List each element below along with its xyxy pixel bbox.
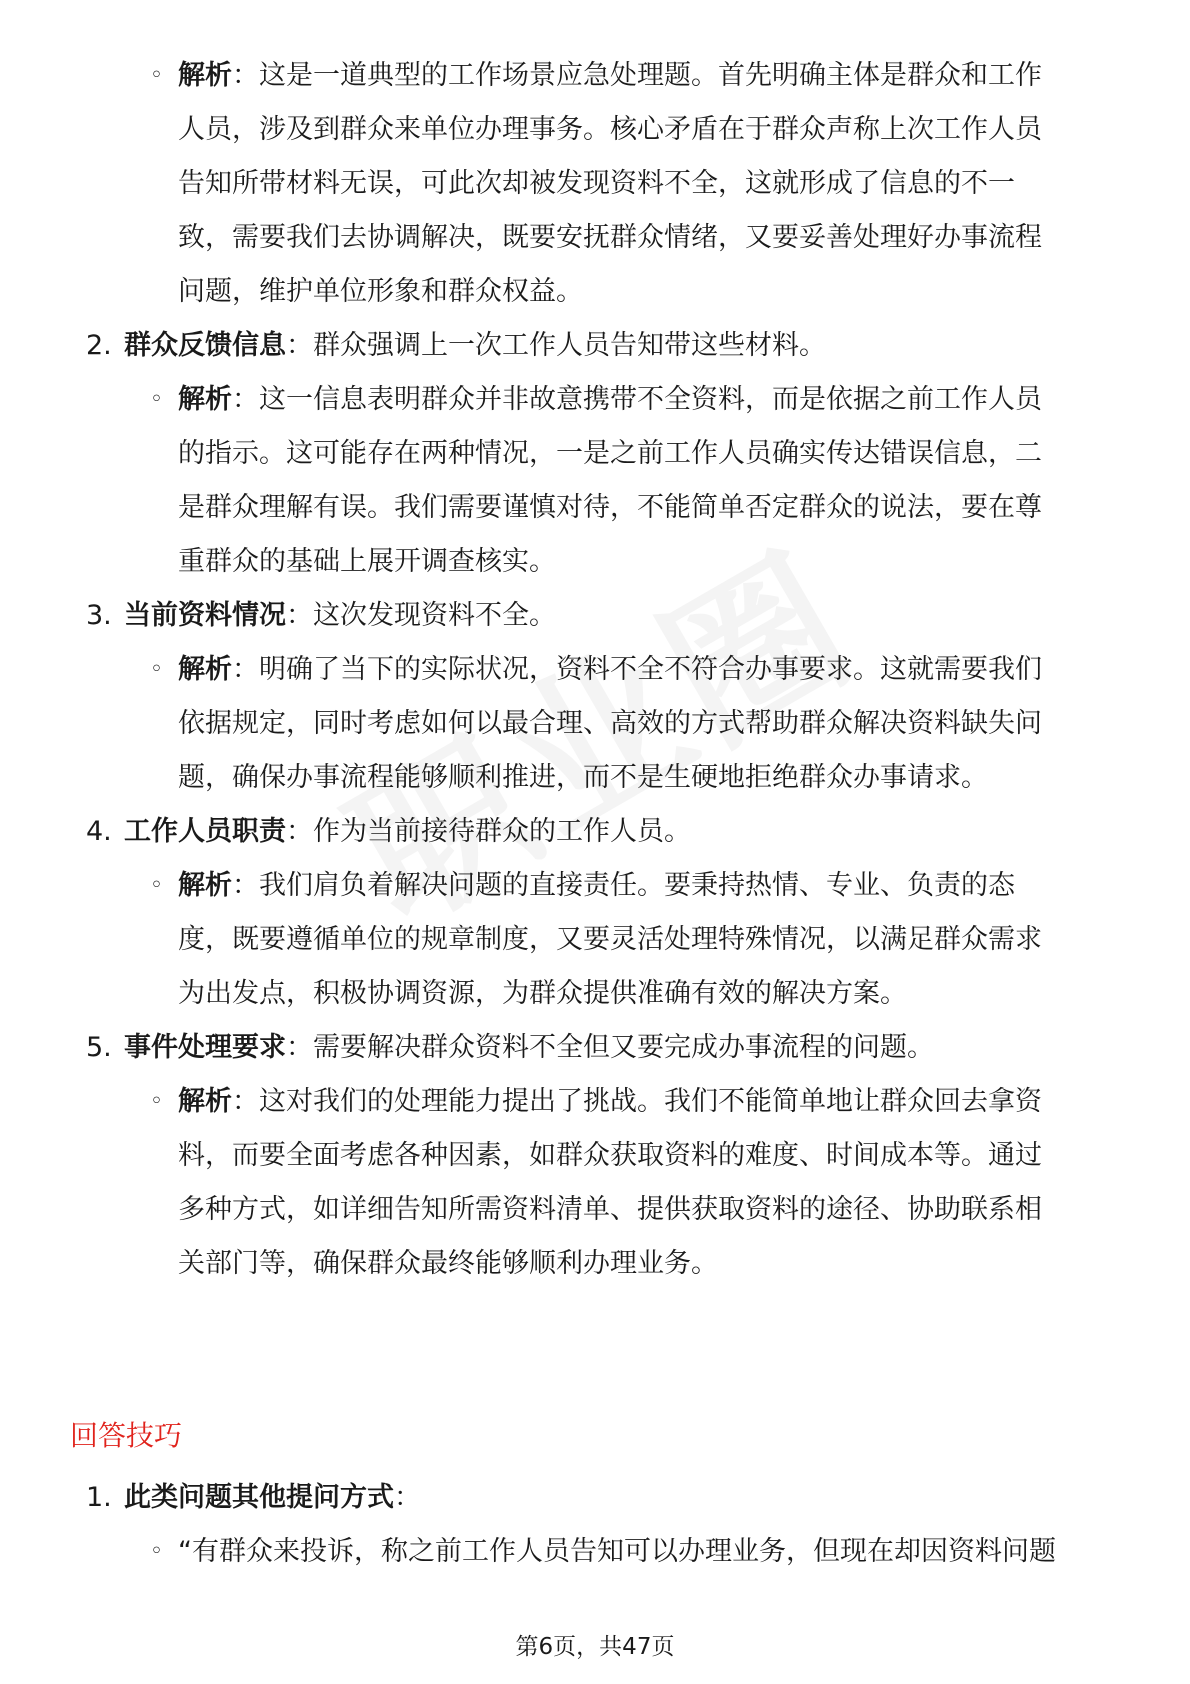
analysis-line: 度，既要遵循单位的规章制度，又要灵活处理特殊情况，以满足群众需求 xyxy=(178,924,1042,955)
analysis-line: 关部门等，确保群众最终能够顺利办理业务。 xyxy=(178,1248,718,1279)
bullet-icon: ◦ xyxy=(150,873,163,898)
bullet-icon: ◦ xyxy=(150,657,163,682)
analysis-line: 题，确保办事流程能够顺利推进，而不是生硬地拒绝群众办事请求。 xyxy=(178,762,988,793)
analysis-line: 解析：明确了当下的实际状况，资料不全不符合办事要求。这就需要我们 xyxy=(178,654,1042,685)
analysis-line: 的指示。这可能存在两种情况，一是之前工作人员确实传达错误信息，二 xyxy=(178,438,1042,469)
item-title: 当前资料情况 xyxy=(124,600,286,631)
analysis-label: 解析 xyxy=(178,654,232,685)
analysis-line: 解析：这一信息表明群众并非故意携带不全资料，而是依据之前工作人员 xyxy=(178,384,1042,415)
quote-line: “有群众来投诉，称之前工作人员告知可以办理业务，但现在却因资料问题 xyxy=(178,1536,1056,1567)
analysis-line: 问题，维护单位形象和群众权益。 xyxy=(178,276,583,307)
analysis-line: 致，需要我们去协调解决，既要安抚群众情绪，又要妥善处理好办事流程 xyxy=(178,222,1042,253)
list-item-heading: 此类问题其他提问方式： xyxy=(124,1482,421,1513)
item-title: 群众反馈信息 xyxy=(124,330,286,361)
bullet-icon: ◦ xyxy=(150,1539,163,1564)
analysis-line: 依据规定，同时考虑如何以最合理、高效的方式帮助群众解决资料缺失问 xyxy=(178,708,1042,739)
item-title: 此类问题其他提问方式 xyxy=(124,1482,394,1513)
bullet-icon: ◦ xyxy=(150,63,163,88)
list-item-heading: 当前资料情况：这次发现资料不全。 xyxy=(124,600,556,631)
analysis-line: 人员，涉及到群众来单位办理事务。核心矛盾在于群众声称上次工作人员 xyxy=(178,114,1042,145)
page-footer: 第6页，共47页 xyxy=(515,1634,675,1660)
analysis-label: 解析 xyxy=(178,870,232,901)
analysis-label: 解析 xyxy=(178,384,232,415)
analysis-line: 是群众理解有误。我们需要谨慎对待，不能简单否定群众的说法，要在尊 xyxy=(178,492,1042,523)
list-item-heading: 事件处理要求：需要解决群众资料不全但又要完成办事流程的问题。 xyxy=(124,1032,934,1063)
list-number: 5. xyxy=(86,1032,112,1063)
analysis-line: 解析：这对我们的处理能力提出了挑战。我们不能简单地让群众回去拿资 xyxy=(178,1086,1042,1117)
bullet-icon: ◦ xyxy=(150,387,163,412)
analysis-line: 告知所带材料无误，可此次却被发现资料不全，这就形成了信息的不一 xyxy=(178,168,1015,199)
list-number: 1. xyxy=(86,1482,112,1513)
analysis-line: 重群众的基础上展开调查核实。 xyxy=(178,546,556,577)
analysis-line: 解析：我们肩负着解决问题的直接责任。要秉持热情、专业、负责的态 xyxy=(178,870,1015,901)
analysis-line: 料，而要全面考虑各种因素，如群众获取资料的难度、时间成本等。通过 xyxy=(178,1140,1042,1171)
list-number: 2. xyxy=(86,330,112,361)
list-item-heading: 工作人员职责：作为当前接待群众的工作人员。 xyxy=(124,816,691,847)
item-title: 事件处理要求 xyxy=(124,1032,286,1063)
list-item-heading: 群众反馈信息：群众强调上一次工作人员告知带这些材料。 xyxy=(124,330,826,361)
analysis-line: 解析：这是一道典型的工作场景应急处理题。首先明确主体是群众和工作 xyxy=(178,60,1042,91)
bullet-icon: ◦ xyxy=(150,1089,163,1114)
analysis-line: 为出发点，积极协调资源，为群众提供准确有效的解决方案。 xyxy=(178,978,907,1009)
section-title: 回答技巧 xyxy=(70,1419,183,1452)
analysis-label: 解析 xyxy=(178,60,232,91)
analysis-label: 解析 xyxy=(178,1086,232,1117)
list-number: 3. xyxy=(86,600,112,631)
list-number: 4. xyxy=(86,816,112,847)
item-title: 工作人员职责 xyxy=(124,816,286,847)
analysis-line: 多种方式，如详细告知所需资料清单、提供获取资料的途径、协助联系相 xyxy=(178,1194,1042,1225)
